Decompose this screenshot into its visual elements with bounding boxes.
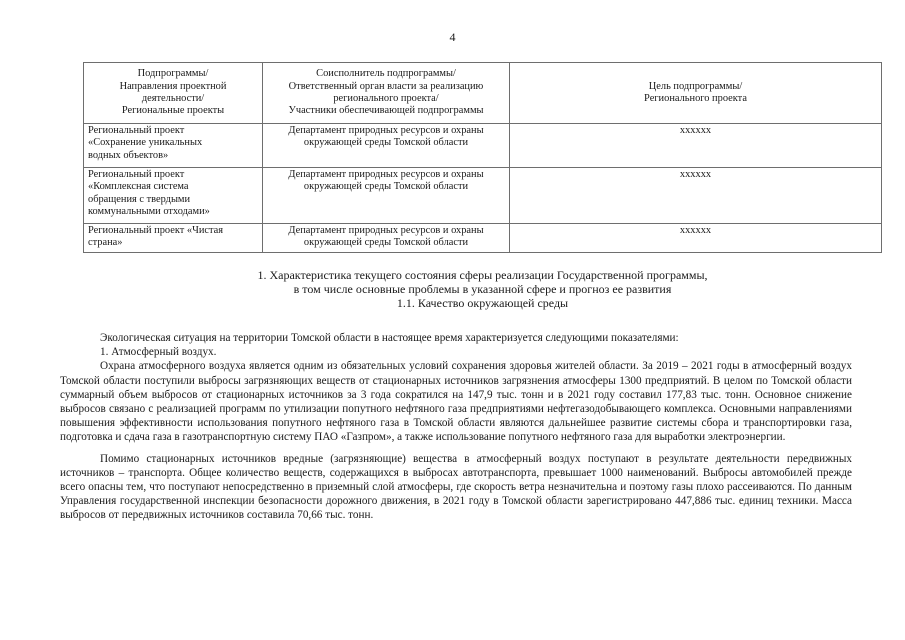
header-line: Региональные проекты [121,105,225,117]
cell-line: «Комплексная система [88,181,189,193]
header-subprograms [84,63,263,124]
cell-line: коммунальными отходами» [88,206,210,218]
executor-cell [263,224,510,253]
header-line: Направления проектной [119,80,227,92]
intro-paragraph: Экологическая ситуация на территории Томской области в настоящее время характеризуется следующими показателями: [100,332,679,344]
cell-line: водных объектов» [88,149,169,161]
cell-line: окружающей среды Томской области [303,181,469,193]
cell-line: окружающей среды Томской области [303,137,469,149]
section-title-line-2: в том числе основные проблемы в указанной сфере и прогноз ее развития [293,282,672,297]
cell-line: Департамент природных ресурсов и охраны [288,169,484,180]
cell-line: Региональный проект «Чистая [88,225,224,236]
header-line: Цель подпрограммы/ [648,80,743,92]
list-item-atmospheric-air: 1. Атмосферный воздух. [100,346,217,359]
header-line: Участники обеспечивающей подпрограммы [288,105,484,117]
header-line: Ответственный орган власти за реализацию [288,80,484,92]
cell-line: Департамент природных ресурсов и охраны [288,125,484,136]
cell-line: Региональный проект [88,169,185,180]
goal-cell: хххххх [510,168,882,224]
table-row [84,224,882,253]
section-heading [83,268,882,311]
table-row [84,168,882,224]
body-text [60,331,852,523]
table-row [84,124,882,168]
header-line: Подпрограммы/ [137,68,209,80]
cell-line: Региональный проект [88,125,185,136]
header-line: деятельности/ [141,93,205,104]
section-subtitle: 1.1. Качество окружающей среды [396,296,569,311]
project-cell [84,124,263,168]
cell-line: обращения с твердыми [88,193,191,205]
paragraph-mobile-sources: Помимо стационарных источников вредные (загрязняющие) вещества в атмосферный воздух поступают в результате деятельности передвижных источников – транспорта. Общее количество веществ, содержащихся в выбросах автотранспорта, превышает 1000 наименований. Выбросы автомобилей прежде всего опасны тем, что поступают непосредственно в приземный слой атмосферы, где скорость ветра незначительна и поэтому газы плохо рассеиваются. По данным Управления государственной инспекции безопасности дорожного движения, в 2021 году в Томской области зарегистрировано 447,886 тыс. единиц техники. Масса выбросов от передвижных источников составила 70,66 тыс. тонн. [60,452,852,522]
header-line: Регионального проекта [644,93,747,104]
header-line: регионального проекта/ [333,93,439,104]
goal-cell: хххххх [510,224,882,253]
header-line: Соисполнитель подпрограммы/ [316,68,456,80]
table-header-row [84,63,882,124]
cell-line: окружающей среды Томской области [303,237,469,249]
section-title-line-1: 1. Характеристика текущего состояния сферы реализации Государственной программы, [257,268,708,282]
header-co-executor [263,63,510,124]
project-cell [84,168,263,224]
executor-cell [263,124,510,168]
cell-line: Департамент природных ресурсов и охраны [288,225,484,236]
executor-cell [263,168,510,224]
page-number: 4 [449,30,456,44]
project-cell [84,224,263,253]
cell-line: «Сохранение уникальных [88,137,203,149]
header-goal [510,63,882,124]
goal-cell: хххххх [510,124,882,168]
cell-line: страна» [88,237,123,249]
paragraph-stationary-sources: Охрана атмосферного воздуха является одним из обязательных условий сохранения здоровья жителей области. За 2019 – 2021 годы в атмосферный воздух Томской области поступили выбросы загрязняющих веществ от стационарных источников загрязнения атмосферы 1300 предприятий. В целом по Томской области суммарный объем выбросов от стационарных источников за 3 года сократился на 147,9 тыс. тонн и в 2021 году составил 177,83 тыс. тонн. Основное снижение выбросов связано с реализацией программ по утилизации попутного нефтяного газа предприятиями нефтегазодобывающего комплекса. Основными направлениями повышения эффективности использования попутного нефтяного газа в Томской области являются дальнейшее развитие системы сбора и транспортировки газа, подготовка и сдача газа в газотранспортную систему ПАО «Газпром», а также использование попутного нефтяного газа для выработки электроэнергии. [60,360,852,444]
subprogram-table [83,62,882,253]
